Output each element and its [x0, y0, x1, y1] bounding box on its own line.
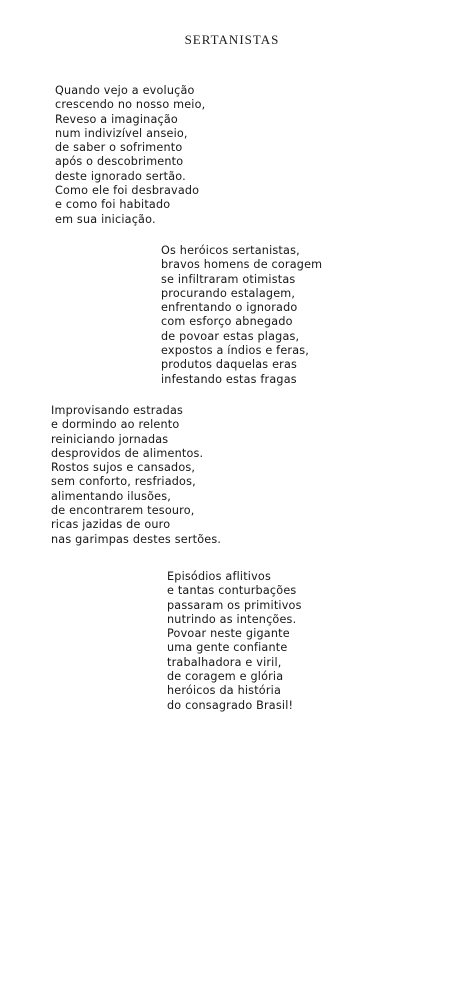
page-title: SERTANISTAS — [184, 32, 280, 47]
poem-line: se infiltraram otimistas — [161, 272, 296, 286]
poem-line: num indivizível anseio, — [55, 126, 188, 140]
poem-line: heróicos da história — [167, 684, 281, 698]
poem-line: ricas jazidas de ouro — [51, 518, 171, 532]
poem-line: enfrentando o ignorado — [161, 301, 298, 315]
poem-line: e dormindo ao relento — [51, 418, 180, 432]
poem-line: uma gente confiante — [167, 641, 288, 655]
poem-line: Os heróicos sertanistas, — [161, 244, 300, 257]
poem-line: sem conforto, resfriados, — [51, 475, 196, 489]
poem-line: Quando vejo a evolução — [55, 84, 195, 97]
poem-line: desprovidos de alimentos. — [51, 446, 204, 460]
poem-line: em sua iniciação. — [55, 212, 156, 226]
poem-line: Improvisando estradas — [51, 404, 184, 417]
poem-stanza-2 — [161, 244, 322, 387]
poem-line: de coragem e glória — [167, 670, 284, 684]
poem-line: Reveso a imaginação — [55, 112, 178, 126]
poem-line: trabalhadora e viril, — [167, 655, 282, 669]
poem-line: Como ele foi desbravado — [55, 184, 200, 198]
poem-line: expostos a índios e feras, — [161, 344, 310, 358]
poem-line: bravos homens de coragem — [161, 258, 323, 272]
poem-line: de saber o sofrimento — [55, 141, 183, 155]
poem-stanza-3 — [51, 404, 221, 547]
poem-line: procurando estalagem, — [161, 286, 296, 300]
poem-line: do consagrado Brasil! — [167, 698, 294, 712]
poem-line: e tantas conturbações — [167, 584, 297, 598]
poem-line: Episódios aflitivos — [167, 570, 271, 583]
poem-line: alimentando ilusões, — [51, 489, 172, 503]
poem-line: Povoar neste gigante — [167, 627, 290, 641]
poem-line: reiniciando jornadas — [51, 432, 169, 446]
poem-line: deste ignorado sertão. — [55, 169, 186, 183]
poem-line: Rostos sujos e cansados, — [51, 461, 196, 475]
poem-line: após o descobrimento — [55, 155, 184, 169]
poem-line: crescendo no nosso meio, — [55, 98, 206, 112]
poem-line: nas garimpas destes sertões. — [51, 532, 222, 546]
poem-line: nutrindo as intenções. — [167, 612, 297, 626]
poem-line: de encontrarem tesouro, — [51, 504, 195, 518]
poem-line: e como foi habitado — [55, 198, 171, 212]
poem-stanza-4 — [167, 570, 302, 713]
poem-line: produtos daquelas eras — [161, 358, 298, 372]
poem-line: passaram os primitivos — [167, 598, 302, 612]
poem-line: com esforço abnegado — [161, 315, 293, 329]
poem-line: de povoar estas plagas, — [161, 329, 300, 343]
poem-line: infestando estas fragas — [161, 372, 297, 386]
poem-stanza-1 — [55, 84, 205, 227]
